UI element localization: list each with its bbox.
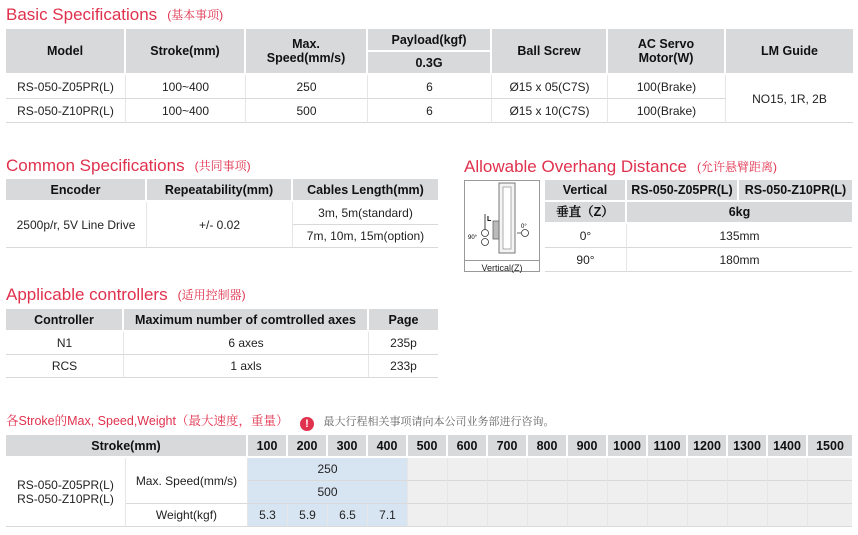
empty-cell xyxy=(408,458,448,481)
controller-cell: RCS xyxy=(6,355,124,378)
payload-cell: 6 xyxy=(368,75,492,99)
header-repeatability: Repeatability(mm) xyxy=(147,179,293,202)
header-page: Page xyxy=(369,309,438,332)
basic-spec-title xyxy=(6,5,223,25)
screw-cell: Ø15 x 10(C7S) xyxy=(492,99,608,123)
empty-cell xyxy=(608,458,648,481)
stroke-cell: 100~400 xyxy=(126,75,246,99)
speed-value-cell: 500 xyxy=(248,481,408,504)
controllers-table xyxy=(6,309,438,378)
empty-cell xyxy=(448,481,488,504)
empty-cell xyxy=(768,504,808,527)
vertical-overhang-diagram xyxy=(464,180,540,272)
empty-cell xyxy=(728,458,768,481)
stroke-note: 最大行程相关事项请向本公司业务部进行咨询。 xyxy=(323,416,555,428)
empty-cell xyxy=(488,504,528,527)
basic-spec-table xyxy=(6,29,853,123)
header-encoder: Encoder xyxy=(6,179,147,202)
stroke-col-header: 300 xyxy=(328,435,368,458)
actuator-diagram-icon xyxy=(465,181,539,255)
screw-cell: Ø15 x 05(C7S) xyxy=(492,75,608,99)
empty-cell xyxy=(568,481,608,504)
stroke-section-header xyxy=(6,413,554,431)
header-max-speed-text: Max. Speed(mm/s) xyxy=(266,37,346,65)
header-cable: Cables Length(mm) xyxy=(293,179,438,202)
empty-cell xyxy=(688,458,728,481)
overhang-title xyxy=(464,157,777,177)
stroke-cell: 100~400 xyxy=(126,99,246,123)
weight-value-cell: 6.5 xyxy=(328,504,368,527)
weight-value-cell: 7.1 xyxy=(368,504,408,527)
speed-cell: 250 xyxy=(246,75,368,99)
diagram-zero-label: 0° xyxy=(521,224,527,230)
header-stroke-mm: Stroke(mm) xyxy=(6,435,248,458)
speed-cell: 500 xyxy=(246,99,368,123)
header-servo-text: AC Servo Motor(W) xyxy=(637,37,695,65)
empty-cell xyxy=(728,481,768,504)
controllers-title xyxy=(6,285,246,305)
overhang-value-cell: 180mm xyxy=(627,248,852,272)
common-spec-title-text: Common Specifications xyxy=(6,156,185,175)
table-row xyxy=(545,224,852,248)
table-row xyxy=(545,248,852,272)
header-model-z10: RS-050-Z10PR(L) xyxy=(739,180,852,202)
diagram-ninety-label: 90° xyxy=(468,235,478,241)
empty-cell xyxy=(728,504,768,527)
empty-cell xyxy=(688,481,728,504)
empty-cell xyxy=(488,458,528,481)
model-cell: RS-050-Z05PR(L) xyxy=(6,75,126,99)
empty-cell xyxy=(768,458,808,481)
weight-value-cell: 5.3 xyxy=(248,504,288,527)
table-row xyxy=(6,99,853,123)
table-row xyxy=(6,332,438,355)
header-ball-screw: Ball Screw xyxy=(492,29,608,75)
servo-cell: 100(Brake) xyxy=(608,99,726,123)
stroke-col-header: 200 xyxy=(288,435,328,458)
stroke-col-header: 1400 xyxy=(768,435,808,458)
stroke-col-header: 400 xyxy=(368,435,408,458)
empty-cell xyxy=(568,458,608,481)
header-vertical: Vertical xyxy=(545,180,627,202)
empty-cell xyxy=(528,504,568,527)
stroke-col-header: 600 xyxy=(448,435,488,458)
stroke-model-z05: RS-050-Z05PR(L) xyxy=(17,478,114,492)
empty-cell xyxy=(448,458,488,481)
controller-cell: N1 xyxy=(6,332,124,355)
axes-cell: 1 axls xyxy=(124,355,369,378)
weight-value-cell: 5.9 xyxy=(288,504,328,527)
stroke-col-header: 1500 xyxy=(808,435,852,458)
empty-cell xyxy=(648,504,688,527)
stroke-col-header: 700 xyxy=(488,435,528,458)
stroke-col-header: 800 xyxy=(528,435,568,458)
header-max-speed xyxy=(246,29,368,75)
header-lm-guide: LM Guide xyxy=(726,29,853,75)
cable-standard-cell: 3m, 5m(standard) xyxy=(293,202,438,225)
servo-cell: 100(Brake) xyxy=(608,75,726,99)
weight-label-cell: Weight(kgf) xyxy=(126,504,248,527)
encoder-cell: 2500p/r, 5V Line Drive xyxy=(6,202,147,248)
diagram-l-label: L xyxy=(487,216,492,223)
common-spec-title xyxy=(6,156,251,176)
stroke-col-header: 1000 xyxy=(608,435,648,458)
stroke-model-z10: RS-050-Z10PR(L) xyxy=(17,492,114,506)
empty-cell xyxy=(808,481,852,504)
page-cell: 235p xyxy=(369,332,438,355)
diagram-caption: Vertical(Z) xyxy=(465,260,539,276)
header-payload-sub: 0.3G xyxy=(368,52,492,75)
empty-cell xyxy=(528,458,568,481)
overhang-title-cn: (允许悬臂距离) xyxy=(697,160,778,174)
warning-icon: ! xyxy=(300,417,314,431)
lm-cell: NO15, 1R, 2B xyxy=(726,75,853,123)
header-servo xyxy=(608,29,726,75)
header-controller: Controller xyxy=(6,309,124,332)
empty-cell xyxy=(688,504,728,527)
table-row xyxy=(6,355,438,378)
empty-cell xyxy=(768,481,808,504)
empty-cell xyxy=(408,504,448,527)
empty-cell xyxy=(608,481,648,504)
axes-cell: 6 axes xyxy=(124,332,369,355)
page-cell: 233p xyxy=(369,355,438,378)
overhang-value-cell: 135mm xyxy=(627,224,852,248)
speed-value-cell: 250 xyxy=(248,458,408,481)
header-model-z05: RS-050-Z05PR(L) xyxy=(627,180,739,202)
basic-spec-title-text: Basic Specifications xyxy=(6,5,158,24)
overhang-table xyxy=(545,180,852,272)
model-cell: RS-050-Z10PR(L) xyxy=(6,99,126,123)
angle-cell: 0° xyxy=(545,224,627,248)
stroke-col-header: 1300 xyxy=(728,435,768,458)
table-row xyxy=(6,75,853,99)
table-row xyxy=(6,458,852,481)
controllers-title-cn: (适用控制器) xyxy=(177,288,246,302)
empty-cell xyxy=(408,481,448,504)
repeatability-cell: +/- 0.02 xyxy=(147,202,293,248)
stroke-models-cell xyxy=(6,458,126,527)
stroke-col-header: 500 xyxy=(408,435,448,458)
stroke-col-header: 900 xyxy=(568,435,608,458)
common-spec-table xyxy=(6,179,438,248)
stroke-section-title: 各Stroke的Max, Speed,Weight（最大速度，重量） xyxy=(6,414,289,428)
empty-cell xyxy=(808,504,852,527)
header-stroke: Stroke(mm) xyxy=(126,29,246,75)
payload-cell: 6 xyxy=(368,99,492,123)
stroke-col-header: 100 xyxy=(248,435,288,458)
speed-label-cell: Max. Speed(mm/s) xyxy=(126,458,248,504)
stroke-col-header: 1200 xyxy=(688,435,728,458)
stroke-table xyxy=(6,435,852,527)
overhang-title-text: Allowable Overhang Distance xyxy=(464,157,688,176)
angle-cell: 90° xyxy=(545,248,627,272)
empty-cell xyxy=(648,458,688,481)
load-cell: 6kg xyxy=(627,202,852,224)
vertical-cn-cell: 垂直（Z） xyxy=(545,202,627,224)
stroke-col-header: 1100 xyxy=(648,435,688,458)
empty-cell xyxy=(808,458,852,481)
table-row xyxy=(6,504,852,527)
controllers-title-text: Applicable controllers xyxy=(6,285,168,304)
empty-cell xyxy=(568,504,608,527)
empty-cell xyxy=(608,504,648,527)
empty-cell xyxy=(448,504,488,527)
header-payload: Payload(kgf) xyxy=(368,29,492,52)
header-axes: Maximum number of comtrolled axes xyxy=(124,309,369,332)
header-model: Model xyxy=(6,29,126,75)
empty-cell xyxy=(528,481,568,504)
empty-cell xyxy=(488,481,528,504)
common-spec-title-cn: (共同事项) xyxy=(194,159,251,173)
cable-option-cell: 7m, 10m, 15m(option) xyxy=(293,225,438,248)
empty-cell xyxy=(648,481,688,504)
basic-spec-title-cn: (基本事项) xyxy=(167,8,224,22)
